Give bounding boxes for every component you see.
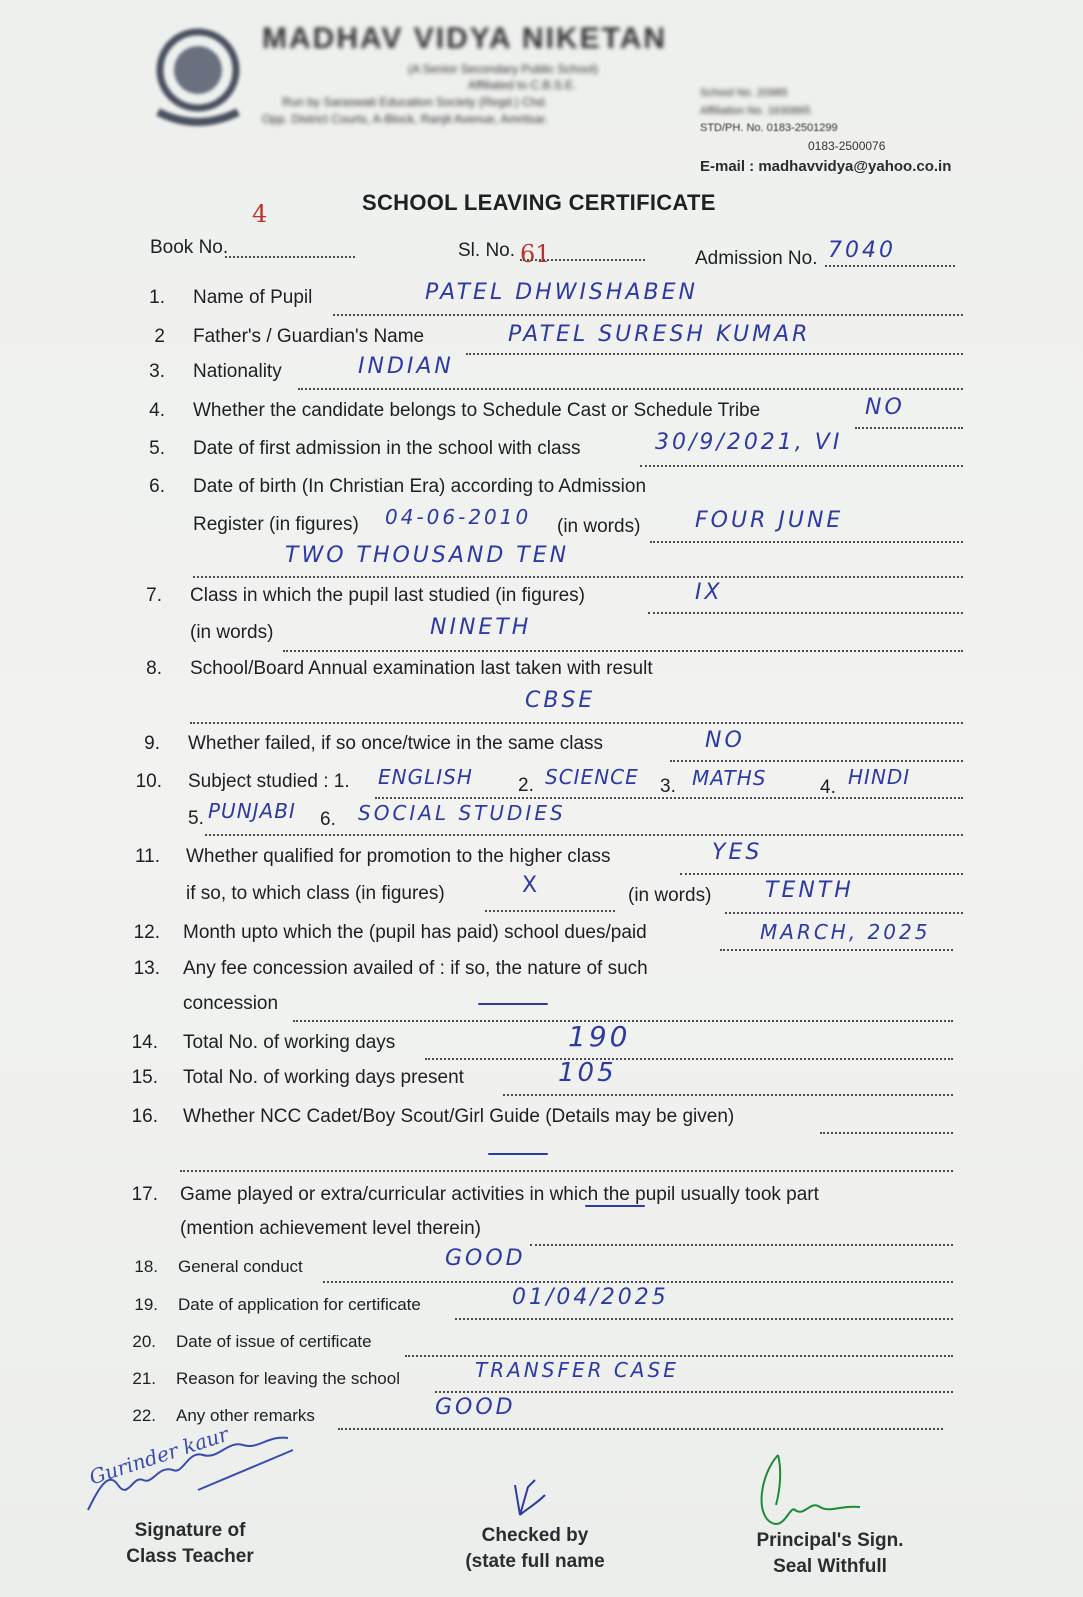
item-number: 12. bbox=[133, 922, 160, 943]
first-admission-label: Date of first admission in the school with class bbox=[193, 438, 581, 459]
application-date-label: Date of application for certificate bbox=[178, 1295, 421, 1314]
dues-paid-label: Month upto which the (pupil has paid) school dues/paid bbox=[183, 922, 647, 943]
subject-4-value: HINDI bbox=[848, 765, 911, 789]
item-number: 18. bbox=[134, 1257, 158, 1276]
promotion-label: Whether qualified for promotion to the higher class bbox=[186, 846, 611, 867]
item-number: 19. bbox=[134, 1295, 158, 1314]
principal-sign-label: Principal's Sign. Seal Withfull bbox=[756, 1530, 904, 1577]
subject-1-value: ENGLISH bbox=[378, 765, 473, 789]
item-number: 4. bbox=[149, 400, 165, 421]
dob-figures-label: Register (in figures) bbox=[193, 514, 359, 535]
item-number: 16. bbox=[131, 1106, 158, 1127]
issue-date-label: Date of issue of certificate bbox=[176, 1332, 372, 1351]
dob-figures-value: 04-06-2010 bbox=[385, 505, 532, 529]
working-days-value: 190 bbox=[568, 1020, 631, 1053]
dues-paid-value: MARCH, 2025 bbox=[760, 920, 931, 944]
nationality-value: INDIAN bbox=[358, 354, 454, 379]
admission-no-label: Admission No. bbox=[695, 248, 818, 269]
item-number: 7. bbox=[146, 585, 162, 606]
activities-label: Game played or extra/curricular activities in which the pupil usually took part bbox=[180, 1184, 819, 1205]
underline-mark bbox=[488, 1153, 548, 1155]
item-number: 22. bbox=[132, 1406, 156, 1425]
item-number: 2 bbox=[154, 326, 165, 347]
affiliation-line-1: (A Senior Secondary Public School) bbox=[408, 62, 599, 76]
last-class-words-label: (in words) bbox=[190, 622, 274, 643]
failed-label: Whether failed, if so once/twice in the same class bbox=[188, 733, 604, 754]
school-email: E-mail : madhavvidya@yahoo.co.in bbox=[700, 158, 952, 175]
principal-signature-icon bbox=[750, 1445, 870, 1535]
general-conduct-value: GOOD bbox=[445, 1246, 526, 1271]
subject-6-num: 6. bbox=[320, 809, 336, 830]
nationality-label: Nationality bbox=[193, 361, 282, 382]
dob-label: Date of birth (In Christian Era) according to Admission bbox=[193, 476, 647, 497]
subject-3-value: MATHS bbox=[692, 766, 767, 790]
class-teacher-signature-text: Gurinder kaur bbox=[86, 1421, 232, 1490]
first-admission-value: 30/9/2021, VI bbox=[655, 430, 843, 455]
guardian-name-label: Father's / Guardian's Name bbox=[193, 326, 425, 347]
subject-2-num: 2. bbox=[518, 775, 534, 796]
subject-5-value: PUNJABI bbox=[208, 799, 296, 823]
activities-label-cont: (mention achievement level therein) bbox=[180, 1218, 481, 1239]
item-number: 9. bbox=[144, 733, 160, 754]
affiliation-line-3: Run by Saraswati Education Society (Regd.) Chd. bbox=[282, 95, 548, 109]
name-of-pupil-label: Name of Pupil bbox=[193, 287, 313, 308]
guardian-name-value: PATEL SURESH KUMAR bbox=[508, 322, 811, 347]
last-class-label: Class in which the pupil last studied (in figures) bbox=[190, 585, 585, 606]
dob-words-value-cont: TWO THOUSAND TEN bbox=[285, 543, 570, 568]
last-class-words-value: NINETH bbox=[430, 615, 532, 640]
last-class-value: IX bbox=[695, 580, 723, 605]
other-remarks-value: GOOD bbox=[435, 1395, 516, 1420]
working-days-label: Total No. of working days bbox=[183, 1032, 396, 1053]
admission-no-value: 7040 bbox=[828, 238, 896, 263]
leaving-reason-value: TRANSFER CASE bbox=[475, 1358, 679, 1382]
item-number: 20. bbox=[132, 1332, 156, 1351]
subject-2-value: SCIENCE bbox=[545, 765, 639, 789]
item-number: 3. bbox=[149, 361, 165, 382]
underline-mark bbox=[478, 1003, 548, 1005]
dob-words-label: (in words) bbox=[557, 516, 641, 537]
school-seal-logo bbox=[148, 22, 248, 132]
subject-3-num: 3. bbox=[660, 776, 676, 797]
days-present-value: 105 bbox=[558, 1058, 617, 1088]
item-number: 21. bbox=[132, 1369, 156, 1388]
other-remarks-label: Any other remarks bbox=[176, 1406, 315, 1425]
fee-concession-label-cont: concession bbox=[183, 993, 279, 1014]
affiliation-number: Affiliation No. 1630865 bbox=[700, 105, 811, 117]
item-number: 8. bbox=[146, 658, 162, 679]
exam-result-label: School/Board Annual examination last taken with result bbox=[190, 658, 653, 679]
ncc-scout-label: Whether NCC Cadet/Boy Scout/Girl Guide (Details may be given) bbox=[183, 1106, 735, 1127]
certificate-title: SCHOOL LEAVING CERTIFICATE bbox=[362, 190, 716, 215]
dob-words-value: FOUR JUNE bbox=[695, 508, 844, 533]
promotion-class-value: X bbox=[522, 873, 541, 898]
checked-by-signature-icon bbox=[500, 1475, 560, 1530]
school-name: MADHAV VIDYA NIKETAN bbox=[262, 22, 668, 55]
name-of-pupil-value: PATEL DHWISHABEN bbox=[425, 280, 698, 305]
promotion-value: YES bbox=[712, 840, 763, 865]
item-number: 11. bbox=[134, 846, 160, 867]
application-date-value: 01/04/2025 bbox=[512, 1285, 669, 1310]
general-conduct-label: General conduct bbox=[178, 1257, 303, 1276]
promotion-class-label: if so, to which class (in figures) bbox=[186, 883, 445, 904]
caste-tribe-label: Whether the candidate belongs to Schedule Cast or Schedule Tribe bbox=[193, 400, 761, 421]
item-number: 13. bbox=[133, 958, 160, 979]
subjects-label: Subject studied : 1. bbox=[188, 771, 350, 792]
subject-6-value: SOCIAL STUDIES bbox=[358, 801, 566, 825]
leaving-reason-label: Reason for leaving the school bbox=[176, 1369, 400, 1388]
failed-value: NO bbox=[705, 728, 745, 753]
affiliation-line-4: Opp. District Courts, A-Block, Ranjit Avenue, Amritsar. bbox=[262, 112, 548, 126]
subject-5-num: 5. bbox=[188, 808, 204, 829]
stamped-sl-number: 61 bbox=[520, 240, 551, 268]
phone-number: STD/PH. No. 0183-2501299 bbox=[700, 122, 838, 134]
item-number: 5. bbox=[149, 438, 165, 459]
item-number: 6. bbox=[149, 476, 165, 497]
item-number: 15. bbox=[131, 1067, 158, 1088]
exam-result-value: CBSE bbox=[525, 688, 596, 713]
item-number: 14. bbox=[131, 1032, 158, 1053]
phone-number-2: 0183-2500076 bbox=[808, 139, 886, 153]
caste-tribe-value: NO bbox=[865, 395, 905, 420]
class-teacher-signature bbox=[78, 1421, 308, 1530]
class-teacher-label: Signature of Class Teacher bbox=[126, 1520, 254, 1567]
promotion-words-label: (in words) bbox=[628, 885, 712, 906]
checked-by-label: Checked by (state full name bbox=[465, 1525, 605, 1572]
stamped-book-number: 4 bbox=[252, 200, 268, 228]
book-no-label: Book No. bbox=[150, 237, 229, 258]
school-number: School No. 20985 bbox=[700, 87, 788, 99]
item-number: 17. bbox=[131, 1184, 158, 1205]
subject-4-num: 4. bbox=[820, 777, 836, 798]
item-number: 10. bbox=[135, 771, 162, 792]
days-present-label: Total No. of working days present bbox=[183, 1067, 464, 1088]
sl-no-label: Sl. No. bbox=[458, 240, 516, 261]
fee-concession-label: Any fee concession availed of : if so, the nature of such bbox=[183, 958, 648, 979]
affiliation-line-2: Affiliated to C.B.S.E. bbox=[468, 78, 577, 92]
underline-mark bbox=[585, 1205, 645, 1207]
item-number: 1. bbox=[149, 287, 165, 308]
promotion-words-value: TENTH bbox=[765, 878, 854, 903]
